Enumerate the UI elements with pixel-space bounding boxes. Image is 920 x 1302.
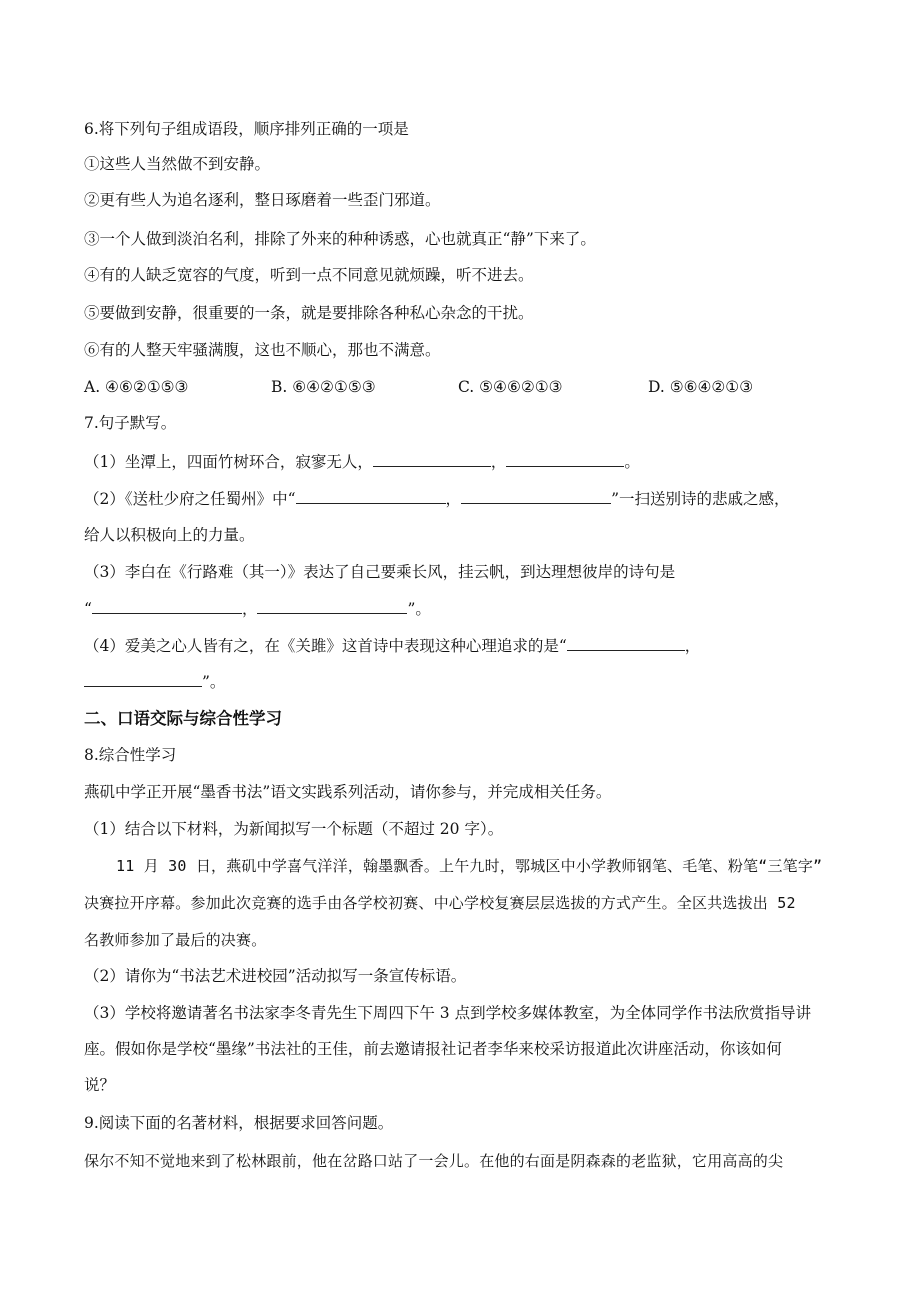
close-quote: ”。: [407, 600, 431, 618]
option-a: A. ④⑥②①⑤③: [84, 378, 189, 396]
separator: ，: [490, 453, 507, 471]
question-8-task-3-line-2: 座。假如你是学校“墨缘”书法社的王佳，前去邀请报社记者李华来校采访报道此次讲座活动，你该如何: [84, 1040, 782, 1058]
terminator: 。: [624, 453, 640, 471]
question-7-part-1: [84, 451, 640, 472]
part-2-text: （2）《送杜少府之任蜀州》中“: [84, 490, 296, 508]
section-2-heading: 二、口语交际与综合性学习: [84, 709, 282, 728]
separator: ，: [445, 490, 462, 508]
question-7-title: 7.句子默写。: [84, 414, 177, 432]
sentence-2: ②更有些人为追名逐利，整日琢磨着一些歪门邪道。: [84, 191, 441, 209]
question-8-task-2: （2）请你为“书法艺术进校园”活动拟写一条宣传标语。: [84, 967, 467, 985]
answer-blank[interactable]: [84, 671, 202, 687]
separator: ，: [684, 637, 701, 655]
question-8-task-3-line-1: （3）学校将邀请著名书法家李冬青先生下周四下午 3 点到学校多媒体教室，为全体同学作书法欣赏指导讲: [84, 1004, 812, 1022]
question-7-part-2: [84, 488, 790, 509]
part-4-text: （4）爱美之心人皆有之，在《关雎》这首诗中表现这种心理追求的是“: [84, 637, 567, 655]
news-line-2: 决赛拉开序幕。参加此次竞赛的选手由各学校初赛、中心学校复赛层层选拔的方式产生。全区共选拔出 52: [84, 894, 796, 912]
answer-blank[interactable]: [506, 451, 624, 467]
close-quote: ”。: [202, 673, 226, 691]
question-7-part-3-answer: [84, 598, 431, 619]
question-8-title: 8.综合性学习: [84, 746, 177, 764]
option-b: B. ⑥④②①⑤③: [271, 378, 376, 396]
part-1-text: （1）坐潭上，四面竹树环合，寂寥无人，: [84, 453, 373, 471]
question-8-task-3-line-3: 说？: [84, 1076, 116, 1094]
answer-blank[interactable]: [257, 598, 407, 614]
part-2-suffix: ”一扫送别诗的悲戚之感，: [611, 490, 790, 508]
news-line-3: 名教师参加了最后的决赛。: [84, 931, 267, 949]
question-6-title: 6.将下列句子组成语段，顺序排列正确的一项是: [84, 120, 409, 138]
sentence-3: ③一个人做到淡泊名利，排除了外来的种种诱惑，心也就真正“静”下来了。: [84, 230, 596, 248]
sentence-5: ⑤要做到安静，很重要的一条，就是要排除各种私心杂念的干扰。: [84, 304, 534, 322]
question-8-task-1: （1）结合以下材料，为新闻拟写一个标题（不超过 20 字）。: [84, 820, 504, 838]
answer-blank[interactable]: [373, 451, 491, 467]
sentence-6: ⑥有的人整天牢骚满腹，这也不顺心，那也不满意。: [84, 341, 441, 359]
option-d: D. ⑤⑥④②①③: [648, 378, 754, 396]
question-7-part-4-answer: [84, 671, 225, 692]
question-7-part-4: [84, 635, 700, 656]
question-8-intro: 燕矶中学正开展“墨香书法”语文实践系列活动，请你参与，并完成相关任务。: [84, 783, 612, 801]
option-c: C. ⑤④⑥②①③: [458, 378, 563, 396]
open-quote: “: [84, 600, 92, 618]
sentence-4: ④有的人缺乏宽容的气度，听到一点不同意见就烦躁，听不进去。: [84, 266, 534, 284]
answer-blank[interactable]: [296, 488, 446, 504]
question-9-text-line-1: 保尔不知不觉地来到了松林跟前，他在岔路口站了一会儿。在他的右面是阴森森的老监狱，它用高高的尖: [84, 1152, 784, 1170]
question-7-part-3: （3）李白在《行路难（其一）》表达了自己要乘长风，挂云帆，到达理想彼岸的诗句是: [84, 563, 676, 581]
answer-blank[interactable]: [567, 635, 685, 651]
sentence-1: ①这些人当然做不到安静。: [84, 155, 271, 173]
answer-blank[interactable]: [92, 598, 242, 614]
separator: ，: [241, 600, 258, 618]
news-line-1: 11 月 30 日，燕矶中学喜气洋洋，翰墨飘香。上午九时，鄂城区中小学教师钢笔、毛笔、粉笔“三笔字”: [116, 857, 823, 875]
answer-blank[interactable]: [461, 488, 611, 504]
question-9-title: 9.阅读下面的名著材料，根据要求回答问题。: [84, 1114, 394, 1132]
question-7-part-2-continuation: 给人以积极向上的力量。: [84, 526, 255, 544]
